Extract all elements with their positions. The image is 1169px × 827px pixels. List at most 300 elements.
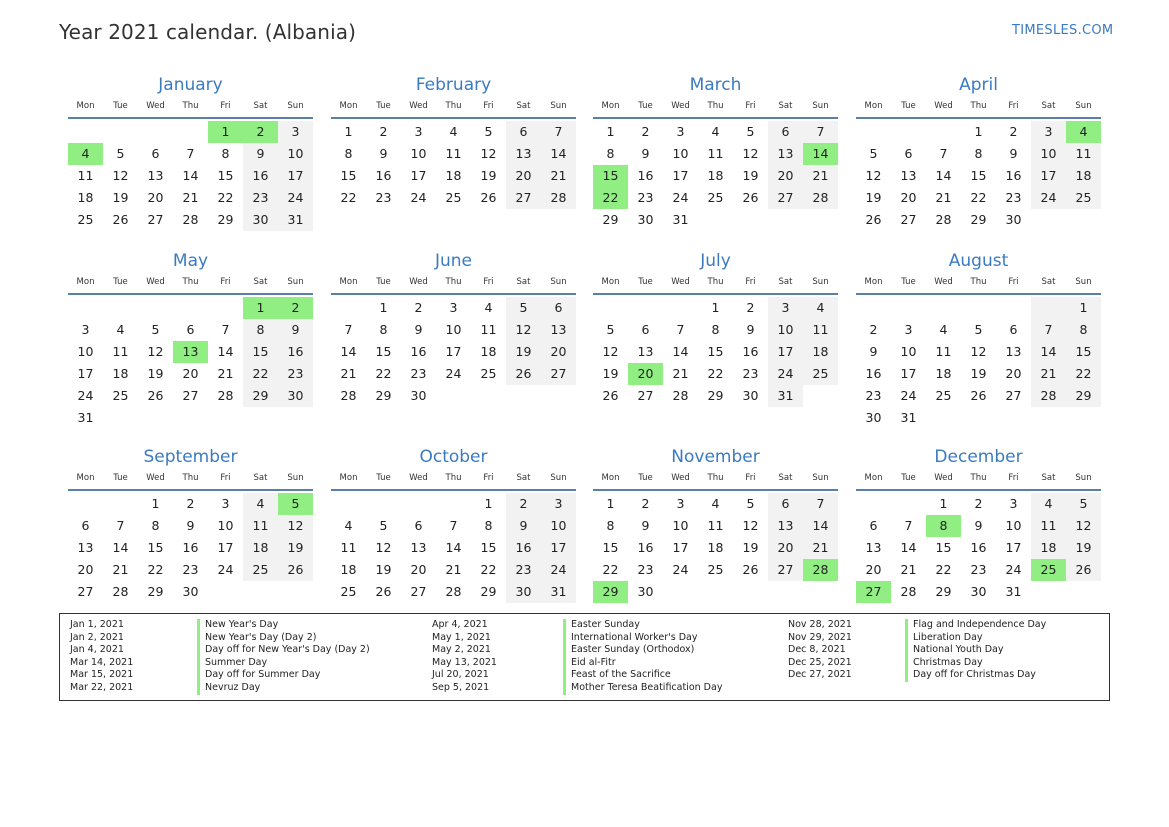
day-cell: 24 <box>672 190 689 205</box>
day-cell: 6 <box>186 322 195 337</box>
day-cell: 13 <box>900 168 917 183</box>
day-cell: 23 <box>637 190 654 205</box>
weekday-label: Sat <box>1041 101 1056 111</box>
month-july <box>593 247 838 407</box>
day-cell: 4 <box>449 124 458 139</box>
day-cell: 21 <box>541 165 576 187</box>
holiday-name: Easter Sunday (Orthodox) <box>571 644 695 656</box>
weekday-header <box>856 275 1101 295</box>
empty-cell <box>926 407 961 429</box>
empty-cell <box>733 209 768 231</box>
day-cell: 8 <box>484 518 493 533</box>
day-cell: 2 <box>1009 124 1018 139</box>
empty-cell <box>436 493 471 515</box>
weekday-label: Mon <box>76 473 95 483</box>
empty-cell <box>278 407 313 429</box>
empty-cell <box>1066 209 1101 231</box>
day-cell: 26 <box>742 562 759 577</box>
weekday-label: Sat <box>778 101 793 111</box>
day-cell: 13 <box>768 143 803 165</box>
weekday-label: Sun <box>550 473 567 483</box>
day-cell: 28 <box>217 388 234 403</box>
day-cell: 21 <box>182 190 199 205</box>
weekday-header <box>593 99 838 119</box>
empty-cell <box>996 297 1031 319</box>
day-cell: 14 <box>541 143 576 165</box>
day-cell: 26 <box>278 559 313 581</box>
day-cell: 7 <box>939 146 948 161</box>
day-cell: 28 <box>900 584 917 599</box>
day-cell: 31 <box>77 410 94 425</box>
day-cell: 8 <box>344 146 353 161</box>
day-cell: 27 <box>182 388 199 403</box>
day-cell: 5 <box>1066 493 1101 515</box>
day-cell: 18 <box>803 341 838 363</box>
day-cell: 15 <box>147 540 164 555</box>
weekday-label: Wed <box>934 473 953 483</box>
day-cell: 29 <box>243 385 278 407</box>
day-cell: 20 <box>410 562 427 577</box>
empty-cell <box>663 297 698 319</box>
day-cell: 10 <box>1031 143 1066 165</box>
day-cell: 7 <box>904 518 913 533</box>
day-cell: 18 <box>243 537 278 559</box>
holiday-date: Mar 22, 2021 <box>70 681 134 693</box>
weekday-label: Fri <box>220 473 231 483</box>
day-cell: 25 <box>480 366 497 381</box>
day-cell: 1 <box>344 124 353 139</box>
empty-cell <box>138 121 173 143</box>
holiday-name: Eid al-Fitr <box>571 656 616 668</box>
day-grid <box>856 493 1101 603</box>
day-cell: 26 <box>147 388 164 403</box>
day-cell: 24 <box>278 187 313 209</box>
day-cell: 15 <box>480 540 497 555</box>
day-cell: 6 <box>151 146 160 161</box>
day-cell: 9 <box>278 319 313 341</box>
day-cell: 14 <box>1031 341 1066 363</box>
day-cell: 24 <box>77 388 94 403</box>
holiday-legend <box>59 613 1110 701</box>
month-name: November <box>671 447 760 467</box>
day-cell: 5 <box>151 322 160 337</box>
day-cell: 30 <box>637 584 654 599</box>
month-september <box>68 443 313 603</box>
day-cell: 11 <box>1066 143 1101 165</box>
day-cell: 4 <box>711 124 720 139</box>
empty-cell <box>331 297 366 319</box>
day-cell: 29 <box>147 584 164 599</box>
holiday-day: 2 <box>243 121 278 143</box>
day-cell: 26 <box>480 190 497 205</box>
day-cell: 1 <box>1066 297 1101 319</box>
weekday-label: Mon <box>339 277 358 287</box>
weekday-label: Wed <box>409 277 428 287</box>
day-cell: 31 <box>672 212 689 227</box>
month-name: July <box>700 251 731 271</box>
day-cell: 1 <box>151 496 160 511</box>
weekday-label: Sun <box>550 277 567 287</box>
weekday-header <box>856 471 1101 491</box>
month-august <box>856 247 1101 429</box>
day-cell: 22 <box>970 190 987 205</box>
day-cell: 25 <box>445 190 462 205</box>
day-cell: 22 <box>602 562 619 577</box>
weekday-header <box>331 99 576 119</box>
day-cell: 14 <box>340 344 357 359</box>
day-cell: 19 <box>506 341 541 363</box>
month-may <box>68 247 313 429</box>
day-cell: 28 <box>935 212 952 227</box>
weekday-label: Tue <box>638 101 653 111</box>
day-cell: 21 <box>112 562 129 577</box>
day-cell: 26 <box>602 388 619 403</box>
holiday-date: Sep 5, 2021 <box>432 681 490 693</box>
day-cell: 16 <box>410 344 427 359</box>
day-cell: 10 <box>278 143 313 165</box>
day-cell: 10 <box>768 319 803 341</box>
weekday-label: Tue <box>113 473 128 483</box>
month-name: September <box>143 447 238 467</box>
day-cell: 22 <box>935 562 952 577</box>
day-cell: 20 <box>1005 366 1022 381</box>
day-cell: 23 <box>1005 190 1022 205</box>
day-cell: 4 <box>484 300 493 315</box>
month-name: February <box>415 75 492 95</box>
weekday-label: Thu <box>970 101 987 111</box>
day-cell: 17 <box>672 540 689 555</box>
empty-cell <box>803 581 838 603</box>
day-cell: 30 <box>182 584 199 599</box>
weekday-label: Sun <box>287 277 304 287</box>
weekday-label: Fri <box>745 277 756 287</box>
day-cell: 13 <box>768 515 803 537</box>
weekday-header <box>68 471 313 491</box>
day-cell: 22 <box>217 190 234 205</box>
day-cell: 19 <box>1066 537 1101 559</box>
weekday-label: Fri <box>745 101 756 111</box>
day-cell: 31 <box>541 581 576 603</box>
holiday-day: 28 <box>803 559 838 581</box>
day-cell: 23 <box>637 562 654 577</box>
weekday-label: Thu <box>707 473 724 483</box>
holiday-day: 8 <box>926 515 961 537</box>
day-cell: 27 <box>410 584 427 599</box>
day-grid <box>593 493 838 603</box>
day-cell: 28 <box>112 584 129 599</box>
day-cell: 30 <box>278 385 313 407</box>
day-cell: 2 <box>414 300 423 315</box>
weekday-label: Mon <box>601 277 620 287</box>
holiday-day: 4 <box>68 143 103 165</box>
day-cell: 31 <box>900 410 917 425</box>
holiday-day: 15 <box>593 165 628 187</box>
empty-cell <box>698 581 733 603</box>
empty-cell <box>856 297 891 319</box>
holiday-name: Feast of the Sacrifice <box>571 669 671 681</box>
empty-cell <box>103 297 138 319</box>
day-cell: 7 <box>344 322 353 337</box>
day-cell: 5 <box>974 322 983 337</box>
weekday-label: Sun <box>287 101 304 111</box>
day-cell: 9 <box>186 518 195 533</box>
weekday-label: Sun <box>550 101 567 111</box>
day-cell: 17 <box>77 366 94 381</box>
day-cell: 5 <box>116 146 125 161</box>
day-cell: 2 <box>869 322 878 337</box>
empty-cell <box>768 581 803 603</box>
day-cell: 24 <box>1031 187 1066 209</box>
weekday-label: Sat <box>253 277 268 287</box>
day-cell: 7 <box>676 322 685 337</box>
day-cell: 10 <box>1005 518 1022 533</box>
weekday-label: Tue <box>376 101 391 111</box>
day-cell: 14 <box>112 540 129 555</box>
weekday-header <box>593 275 838 295</box>
day-cell: 21 <box>445 562 462 577</box>
weekday-label: Tue <box>638 277 653 287</box>
day-cell: 23 <box>742 366 759 381</box>
day-cell: 21 <box>803 165 838 187</box>
day-cell: 2 <box>641 124 650 139</box>
month-february <box>331 71 576 209</box>
holiday-day: 29 <box>593 581 628 603</box>
day-cell: 27 <box>541 363 576 385</box>
weekday-label: Wed <box>671 473 690 483</box>
month-october <box>331 443 576 603</box>
day-cell: 19 <box>278 537 313 559</box>
weekday-label: Mon <box>339 473 358 483</box>
day-cell: 18 <box>707 540 724 555</box>
day-cell: 14 <box>803 515 838 537</box>
day-cell: 21 <box>1031 363 1066 385</box>
day-cell: 11 <box>77 168 94 183</box>
day-cell: 25 <box>112 388 129 403</box>
day-cell: 22 <box>707 366 724 381</box>
day-cell: 11 <box>707 146 724 161</box>
weekday-label: Thu <box>707 277 724 287</box>
day-grid <box>68 493 313 603</box>
day-cell: 21 <box>340 366 357 381</box>
weekday-label: Thu <box>970 277 987 287</box>
day-cell: 8 <box>151 518 160 533</box>
day-cell: 16 <box>742 344 759 359</box>
holiday-name: New Year's Day (Day 2) <box>205 631 317 643</box>
day-cell: 24 <box>410 190 427 205</box>
day-cell: 11 <box>1031 515 1066 537</box>
month-name: December <box>934 447 1023 467</box>
day-cell: 1 <box>974 124 983 139</box>
holiday-name: New Year's Day <box>205 619 279 630</box>
holiday-name: Day off for Summer Day <box>205 669 321 681</box>
holiday-date: Jan 4, 2021 <box>70 644 124 656</box>
day-cell: 3 <box>221 496 230 511</box>
day-cell: 23 <box>970 562 987 577</box>
day-cell: 3 <box>676 124 685 139</box>
day-cell: 23 <box>410 366 427 381</box>
day-cell: 8 <box>974 146 983 161</box>
day-cell: 17 <box>445 344 462 359</box>
day-cell: 6 <box>506 121 541 143</box>
weekday-label: Tue <box>638 473 653 483</box>
empty-cell <box>436 385 471 407</box>
day-cell: 27 <box>1005 388 1022 403</box>
weekday-label: Tue <box>113 101 128 111</box>
day-cell: 5 <box>484 124 493 139</box>
empty-cell <box>173 407 208 429</box>
day-cell: 30 <box>1005 212 1022 227</box>
day-cell: 9 <box>414 322 423 337</box>
day-cell: 6 <box>81 518 90 533</box>
day-cell: 3 <box>1009 496 1018 511</box>
holiday-day: 20 <box>628 363 663 385</box>
day-cell: 3 <box>1031 121 1066 143</box>
day-cell: 26 <box>1066 559 1101 581</box>
day-cell: 7 <box>221 322 230 337</box>
day-cell: 19 <box>602 366 619 381</box>
day-cell: 12 <box>375 540 392 555</box>
day-cell: 27 <box>77 584 94 599</box>
day-cell: 8 <box>221 146 230 161</box>
holiday-date: Mar 14, 2021 <box>70 656 134 668</box>
site-link[interactable]: TIMESLES.COM <box>1012 23 1114 38</box>
empty-cell <box>856 493 891 515</box>
empty-cell <box>891 297 926 319</box>
day-cell: 7 <box>803 121 838 143</box>
day-cell: 12 <box>602 344 619 359</box>
holiday-day: 25 <box>1031 559 1066 581</box>
weekday-label: Wed <box>671 277 690 287</box>
holiday-date: Dec 8, 2021 <box>788 644 846 656</box>
day-cell: 22 <box>243 363 278 385</box>
holiday-name: Nevruz Day <box>205 681 261 693</box>
day-cell: 28 <box>182 212 199 227</box>
day-cell: 30 <box>742 388 759 403</box>
day-cell: 12 <box>742 518 759 533</box>
day-cell: 13 <box>541 319 576 341</box>
weekday-label: Fri <box>483 277 494 287</box>
day-cell: 9 <box>641 146 650 161</box>
empty-cell <box>1031 297 1066 319</box>
weekday-header <box>68 275 313 295</box>
day-cell: 9 <box>869 344 878 359</box>
holiday-date: Jan 1, 2021 <box>70 619 124 630</box>
day-cell: 17 <box>278 165 313 187</box>
day-cell: 3 <box>449 300 458 315</box>
day-cell: 7 <box>116 518 125 533</box>
weekday-label: Thu <box>707 101 724 111</box>
day-cell: 24 <box>445 366 462 381</box>
holiday-name: Christmas Day <box>913 656 983 668</box>
day-cell: 17 <box>768 341 803 363</box>
day-cell: 9 <box>746 322 755 337</box>
weekday-label: Thu <box>445 277 462 287</box>
day-cell: 22 <box>375 366 392 381</box>
empty-cell <box>541 385 576 407</box>
day-cell: 12 <box>112 168 129 183</box>
day-cell: 12 <box>480 146 497 161</box>
empty-cell <box>1031 209 1066 231</box>
holiday-name: Day off for Christmas Day <box>913 669 1036 681</box>
holiday-name: Day off for New Year's Day (Day 2) <box>205 644 370 656</box>
day-cell: 1 <box>606 496 615 511</box>
day-grid <box>331 493 576 603</box>
day-grid <box>593 297 838 407</box>
weekday-label: Thu <box>182 473 199 483</box>
weekday-label: Fri <box>220 277 231 287</box>
weekday-label: Sat <box>778 277 793 287</box>
day-cell: 16 <box>243 165 278 187</box>
empty-cell <box>138 297 173 319</box>
holiday-date: Nov 28, 2021 <box>788 619 852 630</box>
weekday-label: Wed <box>146 101 165 111</box>
day-cell: 6 <box>768 493 803 515</box>
day-cell: 23 <box>278 363 313 385</box>
day-cell: 11 <box>243 515 278 537</box>
empty-cell <box>961 297 996 319</box>
day-cell: 5 <box>379 518 388 533</box>
day-cell: 10 <box>77 344 94 359</box>
day-cell: 25 <box>243 559 278 581</box>
day-cell: 1 <box>606 124 615 139</box>
day-cell: 28 <box>541 187 576 209</box>
day-cell: 12 <box>865 168 882 183</box>
weekday-label: Mon <box>864 277 883 287</box>
day-cell: 1 <box>939 496 948 511</box>
empty-cell <box>173 121 208 143</box>
day-cell: 10 <box>410 146 427 161</box>
day-grid <box>856 121 1101 231</box>
day-cell: 11 <box>707 518 724 533</box>
empty-cell <box>331 493 366 515</box>
weekday-label: Thu <box>445 473 462 483</box>
day-cell: 20 <box>506 165 541 187</box>
day-cell: 22 <box>480 562 497 577</box>
day-cell: 18 <box>445 168 462 183</box>
day-cell: 30 <box>970 584 987 599</box>
weekday-label: Fri <box>745 473 756 483</box>
weekday-header <box>68 99 313 119</box>
empty-cell <box>208 297 243 319</box>
empty-cell <box>768 209 803 231</box>
weekday-label: Sun <box>1075 101 1092 111</box>
day-cell: 18 <box>1066 165 1101 187</box>
empty-cell <box>68 493 103 515</box>
day-cell: 12 <box>278 515 313 537</box>
holiday-name: International Worker's Day <box>571 631 698 643</box>
month-name: January <box>158 75 223 95</box>
day-cell: 25 <box>707 562 724 577</box>
day-cell: 19 <box>742 540 759 555</box>
weekday-label: Sat <box>778 473 793 483</box>
month-december <box>856 443 1101 603</box>
weekday-label: Tue <box>376 473 391 483</box>
day-cell: 4 <box>243 493 278 515</box>
month-april <box>856 71 1101 231</box>
day-cell: 12 <box>147 344 164 359</box>
day-cell: 3 <box>414 124 423 139</box>
empty-cell <box>926 297 961 319</box>
weekday-label: Wed <box>934 277 953 287</box>
day-cell: 7 <box>541 121 576 143</box>
holiday-day: 4 <box>1066 121 1101 143</box>
day-cell: 27 <box>637 388 654 403</box>
weekday-label: Sun <box>812 277 829 287</box>
weekday-label: Fri <box>483 473 494 483</box>
day-cell: 9 <box>974 518 983 533</box>
empty-cell <box>506 385 541 407</box>
day-cell: 13 <box>77 540 94 555</box>
